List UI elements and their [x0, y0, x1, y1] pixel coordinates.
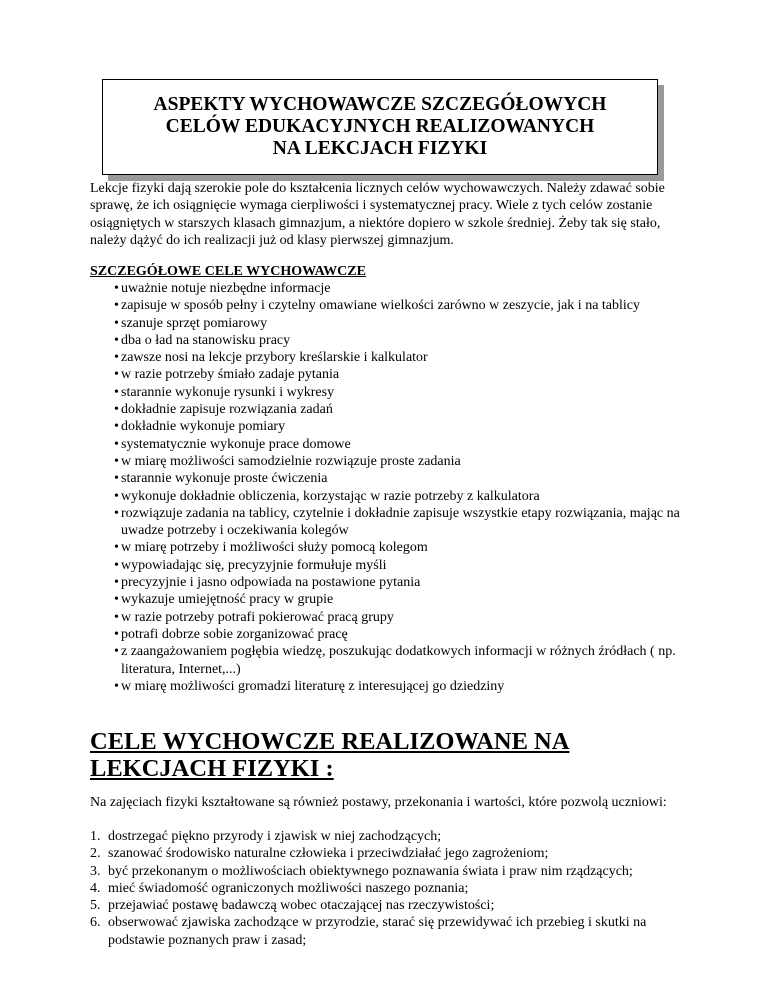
- item-text: obserwować zjawiska zachodzące w przyrodzie, starać się przewidywać ich przebieg i skutki na podstawie poznanych praw i zasad;: [108, 915, 647, 948]
- bullet-icon: •: [114, 626, 119, 642]
- goal-text: szanuje sprzęt pomiarowy: [121, 315, 268, 331]
- title-line-3: NA LEKCJACH FIZYKI: [272, 138, 488, 159]
- list-item: [90, 609, 690, 626]
- goal-text: starannie wykonuje rysunki i wykresy: [121, 384, 335, 400]
- goals-list: [90, 280, 690, 695]
- goal-text: uważnie notuje niezbędne informacje: [121, 281, 331, 296]
- list-item: [90, 643, 690, 678]
- list-item: [90, 315, 690, 332]
- bullet-icon: •: [114, 436, 119, 452]
- title-line-1: ASPEKTY WYCHOWAWCZE SZCZEGÓŁOWYCH: [153, 94, 607, 115]
- bullet-icon: •: [114, 332, 119, 348]
- item-number: 1.: [90, 829, 101, 844]
- list-item: [90, 914, 690, 949]
- goal-text: w razie potrzeby śmiało zadaje pytania: [121, 367, 340, 383]
- section2-heading-line-2: LEKCJACH FIZYKI :: [90, 755, 334, 782]
- list-item: [90, 505, 690, 540]
- goal-text: potrafi dobrze sobie zorganizować pracę: [121, 626, 348, 642]
- bullet-icon: •: [114, 298, 119, 314]
- list-item: [90, 880, 690, 897]
- goal-text: wykazuje umiejętność pracy w grupie: [121, 592, 334, 608]
- section2-intro: Na zajęciach fizyki kształtowane są również postawy, przekonania i wartości, które pozwolą uczniowi:: [90, 795, 667, 810]
- bullet-icon: •: [114, 678, 119, 694]
- bullet-icon: •: [114, 505, 119, 521]
- list-item: [90, 418, 690, 435]
- goal-text: dba o ład na stanowisku pracy: [121, 332, 291, 348]
- item-number: 2.: [90, 846, 101, 862]
- goal-text: w miarę możliwości samodzielnie rozwiązuje proste zadania: [121, 453, 461, 469]
- intro-paragraph: Lekcje fizyki dają szerokie pole do kształcenia licznych celów wychowawczych. Należy zdawać sobie sprawę, że ich osiągnięcie wymaga cierpliwości i systematycznej pracy. Wiele z tych celów zostanie osiągniętych w starszych klasach gimnazjum, a niektóre dopiero w szkole średniej. Żeby tak się stało, należy dążyć do ich realizacji już od klasy pierwszej gimnazjum.: [90, 181, 665, 248]
- values-list: [90, 828, 690, 949]
- list-item: [90, 453, 690, 470]
- goal-text: w miarę możliwości gromadzi literaturę z interesującej go dziedziny: [121, 678, 505, 694]
- item-number: 3.: [90, 863, 101, 879]
- goal-text: zawsze nosi na lekcje przybory kreślarskie i kalkulator: [121, 350, 428, 366]
- goal-text: zapisuje w sposób pełny i czytelny omawiane wielkości zarówno w zeszycie, jak i na tablicy: [121, 298, 640, 314]
- bullet-icon: •: [114, 281, 119, 296]
- goal-text: dokładnie zapisuje rozwiązania zadań: [121, 402, 333, 418]
- goal-text: rozwiązuje zadania na tablicy, czytelnie i dokładnie zapisuje wszystkie etapy rozwiązania, mając na uwadze potrzeby i oczekiwania kolegów: [121, 505, 680, 539]
- title-box: [102, 79, 660, 177]
- bullet-icon: •: [114, 384, 119, 400]
- list-item: [90, 897, 690, 914]
- item-number: 4.: [90, 880, 101, 896]
- item-text: dostrzegać piękno przyrody i zjawisk w niej zachodzących;: [108, 829, 442, 844]
- bullet-icon: •: [114, 488, 119, 504]
- list-item: [90, 280, 690, 297]
- list-item: [90, 384, 690, 401]
- goal-text: wypowiadając się, precyzyjnie formułuje myśli: [121, 557, 387, 573]
- list-item: [90, 828, 690, 845]
- list-item: [90, 470, 690, 487]
- list-item: [90, 488, 690, 505]
- goal-text: w miarę potrzeby i możliwości służy pomocą kolegom: [121, 540, 428, 556]
- goals-heading: SZCZEGÓŁOWE CELE WYCHOWAWCZE: [90, 264, 366, 279]
- list-item: [90, 863, 690, 880]
- item-text: szanować środowisko naturalne człowieka i przeciwdziałać jego zagrożeniom;: [108, 846, 549, 862]
- bullet-icon: •: [114, 419, 119, 435]
- bullet-icon: •: [114, 592, 119, 608]
- item-text: być przekonanym o możliwościach obiektywnego poznawania świata i praw nim rządzących;: [108, 863, 633, 879]
- goal-text: wykonuje dokładnie obliczenia, korzystając w razie potrzeby z kalkulatora: [121, 488, 540, 504]
- item-number: 5.: [90, 898, 101, 914]
- list-item: [90, 349, 690, 366]
- item-text: przejawiać postawę badawczą wobec otaczającej nas rzeczywistości;: [108, 898, 495, 914]
- item-number: 6.: [90, 915, 101, 931]
- section2-heading: [90, 728, 569, 782]
- list-item: [90, 626, 690, 643]
- bullet-icon: •: [114, 367, 119, 383]
- goal-text: systematycznie wykonuje prace domowe: [121, 436, 351, 452]
- list-item: [90, 297, 690, 314]
- list-item: [90, 557, 690, 574]
- list-item: [90, 539, 690, 556]
- section2-heading-line-1: CELE WYCHOWCZE REALIZOWANE NA: [90, 728, 570, 755]
- bullet-icon: •: [114, 540, 119, 556]
- list-item: [90, 401, 690, 418]
- bullet-icon: •: [114, 609, 119, 625]
- goal-text: dokładnie wykonuje pomiary: [121, 419, 286, 435]
- list-item: [90, 591, 690, 608]
- bullet-icon: •: [114, 557, 119, 573]
- bullet-icon: •: [114, 471, 119, 487]
- title-frame: [102, 79, 658, 175]
- goal-text: starannie wykonuje proste ćwiczenia: [121, 471, 328, 487]
- list-item: [90, 574, 690, 591]
- bullet-icon: •: [114, 350, 119, 366]
- list-item: [90, 332, 690, 349]
- bullet-icon: •: [114, 575, 119, 591]
- list-item: [90, 366, 690, 383]
- bullet-icon: •: [114, 453, 119, 469]
- list-item: [90, 436, 690, 453]
- item-text: mieć świadomość ograniczonych możliwości naszego poznania;: [108, 880, 469, 896]
- title-line-2: CELÓW EDUKACYJNYCH REALIZOWANYCH: [165, 116, 595, 137]
- goal-text: w razie potrzeby potrafi pokierować pracą grupy: [121, 609, 394, 625]
- list-item: [90, 845, 690, 862]
- bullet-icon: •: [114, 644, 119, 660]
- goal-text: z zaangażowaniem pogłębia wiedzę, poszukując dodatkowych informacji w różnych źródłach ( np. literatura, Internet,...): [121, 644, 676, 677]
- bullet-icon: •: [114, 315, 119, 331]
- goal-text: precyzyjnie i jasno odpowiada na postawione pytania: [121, 575, 421, 591]
- bullet-icon: •: [114, 402, 119, 418]
- list-item: [90, 678, 690, 695]
